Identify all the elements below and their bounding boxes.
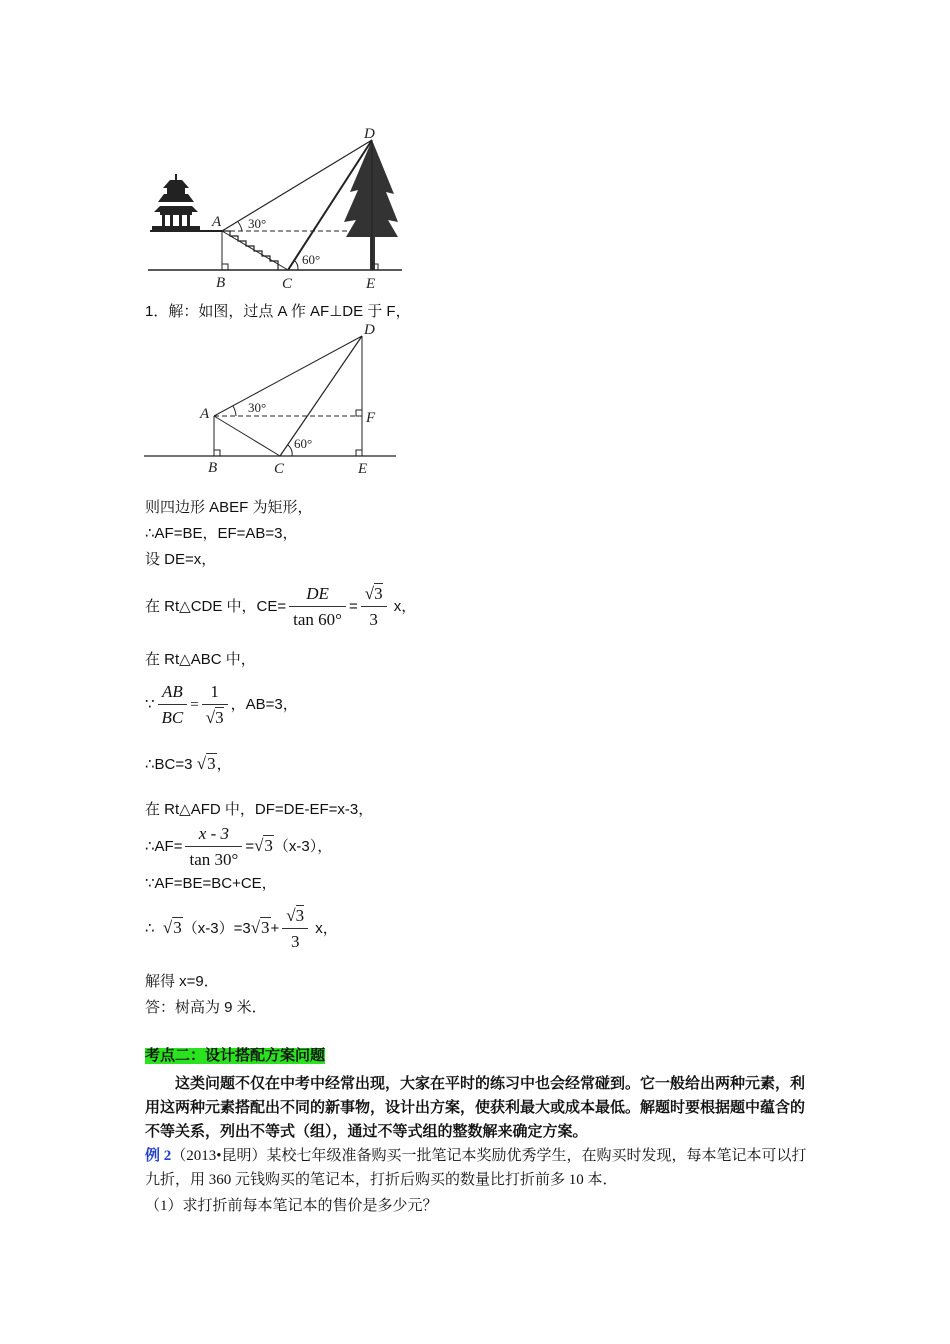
line-af-sum: ∵AF=BE=BC+CE， bbox=[145, 875, 277, 892]
label-a: A bbox=[212, 214, 222, 230]
label-e: E bbox=[366, 276, 376, 292]
line-equal: ∴AF=BE，EF=AB=3， bbox=[145, 525, 298, 542]
label-angle60-2: 60° bbox=[294, 436, 313, 451]
section-paragraph: 这类问题不仅在中考中经常出现，大家在平时的练习中也会经常碰到。它一般给出两种元素，利用这两种元素搭配出不同的新事物，设计出方案，使获利最大或成本最低。解题时要根据题中蕴含的不等关系，列出不等式（组），通过不等式组的整数解来确定方案。 bbox=[145, 1076, 806, 1140]
line-af: ∴AF= $\frac{x - 3}{\tan 30^\circ}$ =√3（x-3）， bbox=[145, 824, 333, 869]
solution-intro: 1．解：如图，过点 A 作 AF⊥DE 于 F， bbox=[145, 303, 411, 320]
line-answer: 答：树高为 9 米． bbox=[145, 999, 267, 1016]
label-c2: C bbox=[274, 461, 285, 477]
label-b: B bbox=[216, 275, 226, 291]
label-e2: E bbox=[358, 461, 368, 477]
section-title: 考点二：设计搭配方案问题 bbox=[145, 1048, 326, 1064]
example-2: 例 2（2013•昆明）某校七年级准备购买一批笔记本奖励优秀学生，在购买时发现，每本笔记本可以打九折，用 360 元钱购买的笔记本，打折后购买的数量比打折前多 10 本． bbox=[145, 1148, 807, 1188]
line-equation: ∴ √3（x-3）=3√3+ $\frac{√3}{3}$ x， bbox=[145, 906, 338, 951]
tree-icon bbox=[344, 140, 398, 270]
label-a2: A bbox=[200, 406, 210, 422]
line-afd: 在 Rt△AFD 中，DF=DE-EF=x-3， bbox=[145, 801, 374, 818]
label-angle60: 60° bbox=[302, 252, 321, 267]
line-let: 设 DE=x， bbox=[145, 551, 217, 568]
question-1: （1）求打折前每本笔记本的售价是多少元？ bbox=[145, 1198, 438, 1214]
line-bc: ∴BC=3 √3， bbox=[145, 754, 232, 773]
line-ratio: ∵ $\frac{AB}{BC}$ = $\frac{1}{√3}$ ，AB=3， bbox=[145, 682, 298, 727]
figure-diagram bbox=[140, 318, 400, 478]
label-b2: B bbox=[208, 460, 218, 476]
line-rectangle: 则四边形 ABEF 为矩形， bbox=[145, 499, 313, 516]
line-abc: 在 Rt△ABC 中， bbox=[145, 651, 256, 668]
label-d2: D bbox=[364, 322, 375, 338]
label-f2: F bbox=[366, 410, 376, 426]
figure-scene bbox=[140, 122, 410, 292]
label-c: C bbox=[282, 276, 293, 292]
label-angle30-2: 30° bbox=[248, 400, 267, 415]
label-d: D bbox=[364, 126, 375, 142]
line-cde: 在 Rt△CDE 中，CE= $\frac{DE}{\tan 60^\circ}$ = $\frac{√3}{3}$ x， bbox=[145, 584, 417, 629]
pagoda-icon bbox=[152, 174, 200, 231]
label-angle30: 30° bbox=[248, 216, 267, 231]
stairs bbox=[222, 231, 278, 270]
line-solved: 解得 x=9． bbox=[145, 973, 219, 990]
